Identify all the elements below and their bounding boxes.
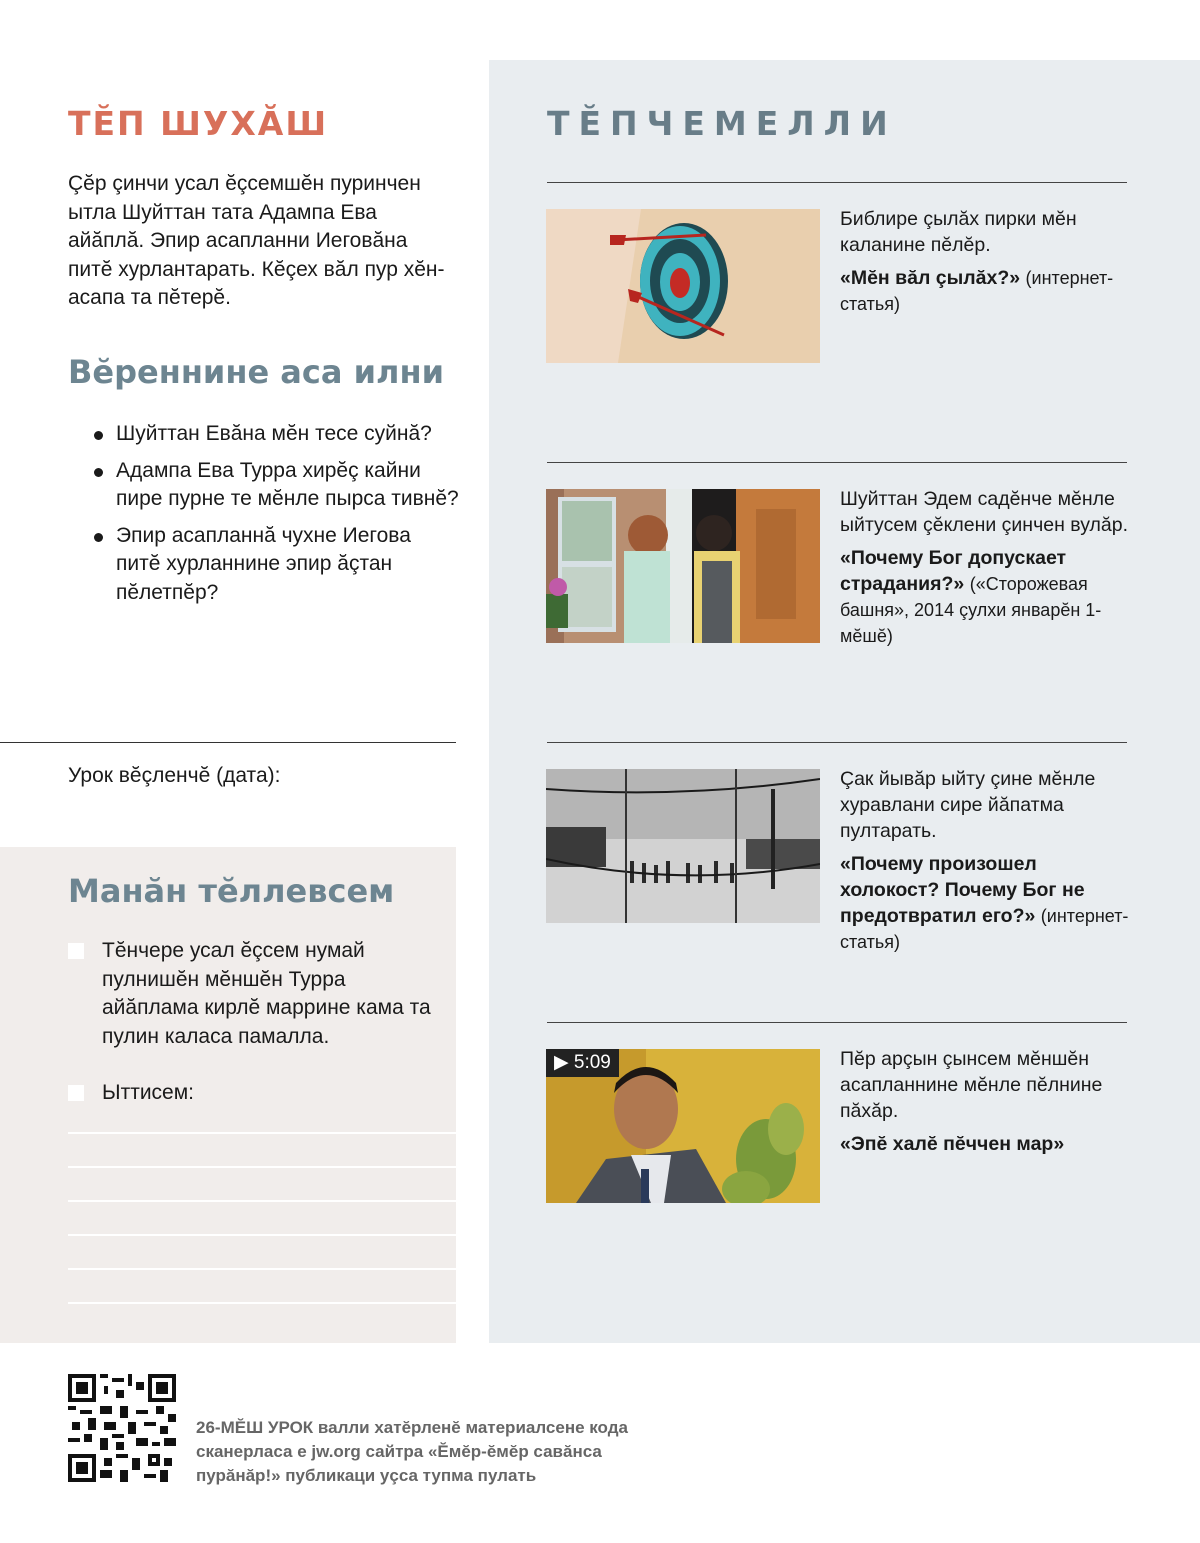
writing-line[interactable]	[68, 1200, 456, 1202]
item-divider	[547, 462, 1127, 463]
explore-item-2	[840, 486, 1130, 649]
writing-line[interactable]	[68, 1268, 456, 1270]
footer-note: 26-МĔШ УРОК валли хатĕрленĕ материалсене кода сканерласа е jw.org сайтра «Ĕмĕр-ĕмĕр савăнса пурăнăр!» публикаци уçса тупма пулать	[196, 1418, 628, 1485]
target-arrows-image[interactable]	[546, 209, 820, 363]
review-questions	[90, 420, 460, 615]
lesson-date-label: Урок вĕçленчĕ (дата):	[68, 764, 281, 787]
video-duration-badge[interactable]: ▶ 5:09	[546, 1049, 619, 1077]
women-doorway-image[interactable]	[546, 489, 820, 643]
date-divider	[0, 742, 456, 743]
review-question: Адампа Ева Турра хирĕç кайни пире пурне те мĕнле пырса тивнĕ?	[90, 457, 460, 514]
item-reference[interactable]	[840, 545, 1130, 649]
item-description: Библире çылăх пирки мĕн каланине пĕлĕр.	[840, 208, 1077, 256]
item-description: Çак йывăр ыйту çине мĕнле хуравлани сире йăпатма пултарать.	[840, 768, 1096, 842]
item-divider	[547, 182, 1127, 183]
review-title: Вĕреннине аса илни	[68, 353, 444, 391]
item-reference-source: (интернет-статья)	[840, 268, 1114, 314]
item-reference[interactable]	[840, 265, 1130, 317]
qr-code[interactable]	[68, 1374, 176, 1482]
item-reference[interactable]	[840, 1131, 1130, 1157]
item-reference-title[interactable]: «Эпĕ халĕ пĕччен мар»	[840, 1133, 1065, 1155]
concentration-camp-photo[interactable]	[546, 769, 820, 923]
main-point-title: ТĔП ШУХĂШ	[68, 104, 329, 143]
item-divider	[547, 742, 1127, 743]
item-reference-source: («Сторожевая башня», 2014 çулхи январĕн 1-мĕшĕ)	[840, 574, 1102, 646]
goal-text: Тĕнчере усал ĕçсем нумай пулнишĕн мĕншĕн Турра айăплама кирлĕ маррине кама та пулин каласа памалла.	[102, 939, 431, 1048]
item-reference-title[interactable]: «Мĕн вăл çылăх?»	[840, 267, 1021, 289]
item-reference-source: (интернет-статья)	[840, 906, 1129, 952]
main-point-text: Çĕр çинчи усал ĕçсемшĕн пуринчен ытла Шуйттан тата Адампа Ева айăплă. Эпир асапланни Иеговăна питĕ хурлантарать. Кĕçех вăл пур хĕн-асапа та пĕтерĕ.	[68, 172, 445, 309]
item-reference-title[interactable]: «Почему Бог допускает страдания?»	[840, 547, 1067, 595]
item-reference[interactable]	[840, 851, 1130, 955]
explore-title: ТĔПЧЕМЕЛЛИ	[547, 104, 897, 143]
goal-checkbox[interactable]	[68, 943, 84, 959]
writing-line[interactable]	[68, 1166, 456, 1168]
explore-item-1	[840, 206, 1130, 317]
writing-line[interactable]	[68, 1234, 456, 1236]
item-divider	[547, 1022, 1127, 1023]
other-goal-label: Ыттисем:	[102, 1081, 195, 1104]
explore-item-4	[840, 1046, 1130, 1157]
writing-line[interactable]	[68, 1302, 456, 1304]
goals-title: Манăн тĕллевсем	[68, 872, 395, 910]
other-goal-checkbox[interactable]	[68, 1085, 84, 1101]
writing-line[interactable]	[68, 1132, 456, 1134]
review-question: Эпир асапланнă чухне Иегова питĕ хурланнине эпир ăçтан пĕлетпĕр?	[90, 522, 460, 608]
item-description: Шуйттан Эдем садĕнче мĕнле ыйтусем çĕклени çинчен вулăр.	[840, 488, 1128, 536]
review-question: Шуйттан Евăна мĕн тесе суйнă?	[90, 420, 460, 449]
item-reference-title[interactable]: «Почему произошел холокост? Почему Бог не предотвратил его?»	[840, 853, 1085, 927]
item-description: Пĕр арçын çынсем мĕншĕн асапланнине мĕнле пĕлнине пăхăр.	[840, 1048, 1103, 1122]
man-portrait-video[interactable]	[546, 1049, 820, 1203]
explore-item-3	[840, 766, 1130, 955]
